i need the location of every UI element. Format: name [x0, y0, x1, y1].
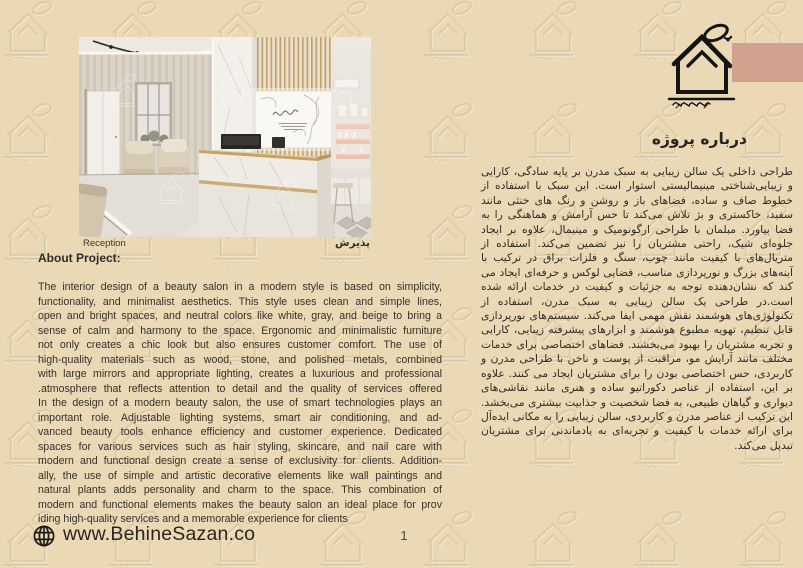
- photo-caption-en: Reception: [83, 238, 126, 249]
- text-line: with large mirrors and appropriate lighting, creates a luxurious and professional: [38, 368, 442, 380]
- globe-icon: [32, 524, 56, 548]
- text-line: The interior design of a beauty salon in a modern style is based on simplicity,: [38, 281, 442, 293]
- accent-rectangle: [732, 43, 803, 82]
- about-heading-en: About Project:: [38, 251, 121, 265]
- text-line: natural plants adds personality and charm to the space. This combination of: [38, 484, 442, 496]
- about-body-fa: طراحی داخلی یک سالن زیبایی به سبک مدرن بر پایه سادگی، کارایی و زیبایی‌شناختی مینیمالیستی استوار است. این سبک با استفاده از خطوط صاف و ساده، فضاهای باز و روشن و رنگ های خنثی مانند سفید، خاکستری و بژ تلاش می‌کند تا حس آرامش و هماهنگی را به فضا بیاورد. مبلمان با طراحی ارگونومیک و مینیمال، علاوه بر ایجاد جلوه‌ای شیک، راحتی مشتریان را نیز تضمین می‌کند. استفاده از متریال‌های با کیفیت مانند چوب، سنگ و فلزات براق در ترکیب با آینه‌های بزرگ و نورپردازی مناسب، فضایی لوکس و حرفه‌ای ایجاد می کند که نشان‌دهنده توجه به جزئیات و کیفیت در خدمات ارائه شده است.در طراحی یک سالن زیبایی به سبک مدرن، استفاده از تکنولوژی‌های هوشمند نقش مهمی ایفا می‌کند. سیستم‌های نورپردازی قابل تنظیم، تهویه مطبوع هوشمند و ابزارهای پیشرفته زیبایی، کارایی و تجربه مشتریان را بهبود می‌بخشند. فضاهای اختصاصی برای خدمات مختلف مانند آرایش مو، مراقبت از پوست و ناخن با طراحی مدرن و کاربردی، حس اختصاصی بودن را برای مشتریان ایجاد می کنند. علاوه بر این، استفاده از عناصر دکوراتیو ساده و هنری مانند نقاشی‌های دیواری و گیاهان طبیعی، به فضا شخصیت و جذابیت بیشتری می‌بخشد. این ترکیب از عناصر مدرن و کاربردی، سالن زیبایی را به مکانی ایده‌آل برای ارائه خدمات با کیفیت و تجربه‌ای به یادماندنی برای مشتریان تبدیل می‌کند.: [481, 165, 793, 452]
- reception-photo: [79, 37, 371, 237]
- text-line: sense of calm and harmony to the space. Ergonomic and minimalistic furniture: [38, 324, 442, 337]
- text-line: not only creates a chic look but also ensures customer comfort. The use of: [38, 339, 442, 351]
- page-number: 1: [400, 528, 408, 543]
- text-line: iding high-quality services and a memorable experience for clients: [38, 513, 348, 525]
- text-line: high-quality materials such as wood, stone, and polished metals, combined: [38, 353, 442, 366]
- about-heading-fa: درباره پروژه: [651, 130, 747, 148]
- text-line: modern and functional elements makes the beauty salon an ideal place for prov: [38, 498, 442, 511]
- text-line: functionality, and minimalist aesthetics. This style uses clean and simple lines,: [38, 295, 442, 308]
- text-line: open and bright spaces, and neutral colors like white, gray, and beige to bring a: [38, 310, 442, 322]
- text-line: ally, the use of simple and artistic decorative elements like wall paintings and: [38, 469, 442, 482]
- text-line: .atmosphere that reflects attention to detail and the quality of services offered: [38, 382, 442, 395]
- text-line: vanced beauty tools enhance efficiency and customer experience. Dedicated: [38, 426, 442, 438]
- text-line: spaces for various services such as hair styling, skincare, and nail care with: [38, 440, 442, 453]
- text-line: important role. Adjustable lighting systems, smart air conditioning, and ad-: [38, 411, 442, 424]
- about-body-en: [38, 280, 442, 527]
- text-line: modern and functional design create a sense of exclusivity for clients. Addition-: [38, 455, 442, 467]
- website-url[interactable]: www.BehineSazan.co: [63, 523, 256, 545]
- photo-caption-fa: پذیرش: [335, 237, 370, 249]
- text-line: In the design of a modern beauty salon, the use of smart technologies plays an: [38, 397, 442, 409]
